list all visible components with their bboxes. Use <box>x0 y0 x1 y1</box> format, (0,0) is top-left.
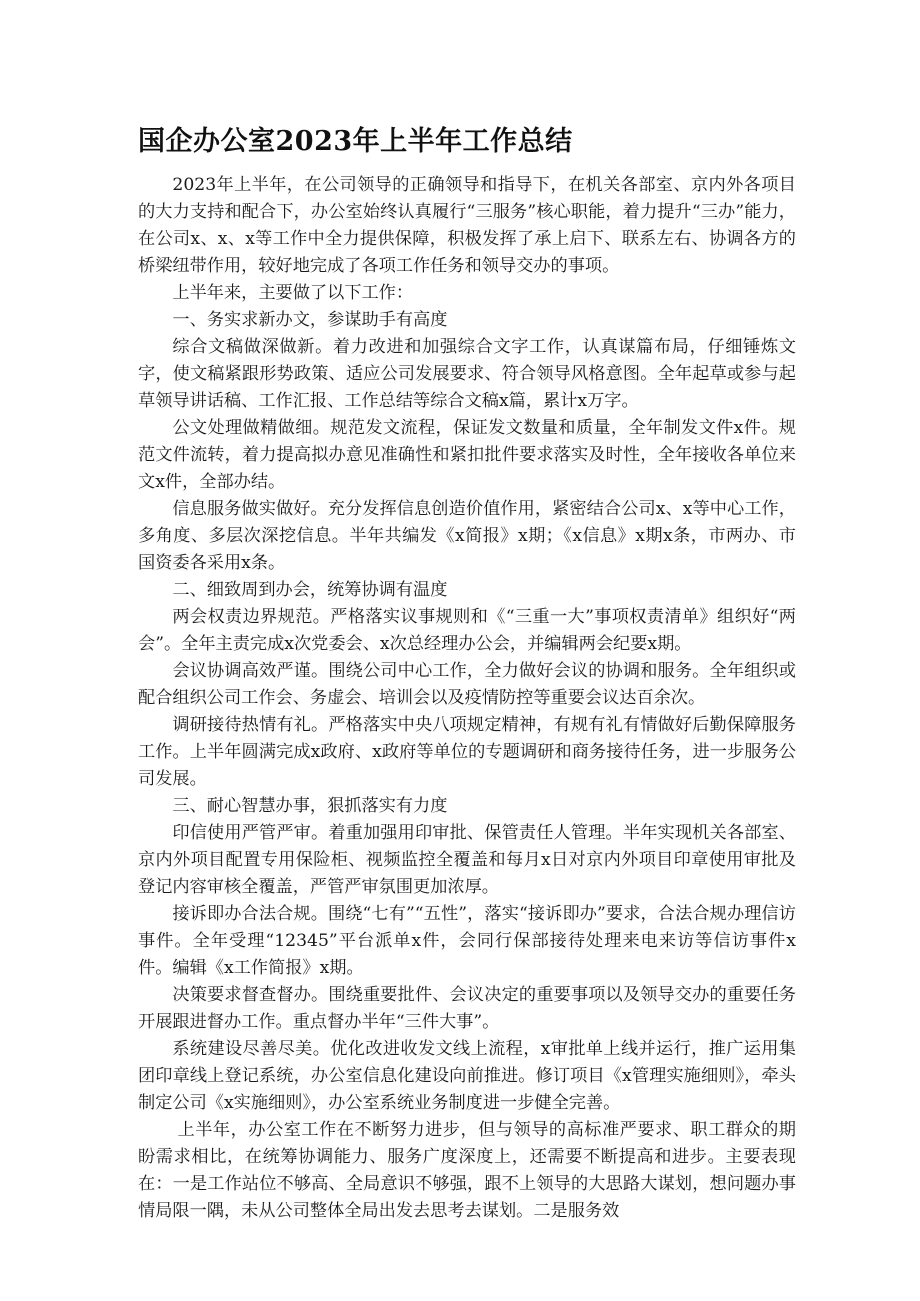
paragraph: 调研接待热情有礼。严格落实中央八项规定精神，有规有礼有情做好后勤保障服务工作。上半年圆满完成x政府、x政府等单位的专题调研和商务接待任务，进一步服务公司发展。 <box>138 715 796 789</box>
document-body <box>138 172 796 1225</box>
section-heading-3: 三、耐心智慧办事，狠抓落实有力度 <box>172 796 448 816</box>
paragraph: 会议协调高效严谨。围绕公司中心工作，全力做好会议的协调和服务。全年组织或配合组织公司工作会、务虚会、培训会以及疫情防控等重要会议达百余次。 <box>138 661 796 708</box>
paragraph: 综合文稿做深做新。着力改进和加强综合文字工作，认真谋篇布局，仔细锤炼文字，使文稿紧跟形势政策、适应公司发展要求、符合领导风格意图。全年起草或参与起草领导讲话稿、工作汇报、工作总结等综合文稿x篇，累计x万字。 <box>138 337 796 411</box>
document-title: 国企办公室2023年上半年工作总结 <box>138 126 573 157</box>
paragraph: 接诉即办合法合规。围绕“七有”“五性”，落实“接诉即办”要求，合法合规办理信访事件。全年受理“12345”平台派单x件，会同行保部接待处理来电来访等信访事件x件。编辑《x工作简报》x期。 <box>138 904 796 978</box>
section-heading-1: 一、务实求新办文，参谋助手有高度 <box>172 310 448 330</box>
paragraph: 信息服务做实做好。充分发挥信息创造价值作用，紧密结合公司x、x等中心工作，多角度、多层次深挖信息。半年共编发《x简报》x期；《x信息》x期x条，市两办、市国资委各采用x条。 <box>138 499 796 573</box>
paragraph-intro: 2023年上半年，在公司领导的正确领导和指导下，在机关各部室、京内外各项目的大力支持和配合下，办公室始终认真履行“三服务”核心职能，着力提升“三办”能力，在公司x、x、x等工作中全力提供保障，积极发挥了承上启下、联系左右、协调各方的桥梁纽带作用，较好地完成了各项工作任务和领导交办的事项。 <box>138 175 796 276</box>
paragraph: 公文处理做精做细。规范发文流程，保证发文数量和质量，全年制发文件x件。规范文件流转，着力提高拟办意见准确性和紧扣批件要求落实及时性，全年接收各单位来文x件，全部办结。 <box>138 418 796 492</box>
paragraph: 印信使用严管严审。着重加强用印审批、保管责任人管理。半年实现机关各部室、京内外项目配置专用保险柜、视频监控全覆盖和每月x日对京内外项目印章使用审批及登记内容审核全覆盖，严管严审氛围更加浓厚。 <box>138 823 796 897</box>
section-heading-2: 二、细致周到办会，统筹协调有温度 <box>172 580 448 600</box>
paragraph-summary: 上半年，办公室工作在不断努力进步，但与领导的高标准严要求、职工群众的期盼需求相比，在统筹协调能力、服务广度深度上，还需要不断提高和进步。主要表现在：一是工作站位不够高、全局意识不够强，跟不上领导的大思路大谋划，想问题办事情局限一隅，未从公司整体全局出发去思考去谋划。二是服务效 <box>138 1120 796 1221</box>
paragraph: 决策要求督查督办。围绕重要批件、会议决定的重要事项以及领导交办的重要任务开展跟进督办工作。重点督办半年“三件大事”。 <box>138 985 796 1032</box>
paragraph-overview: 上半年来，主要做了以下工作： <box>172 283 414 303</box>
paragraph: 系统建设尽善尽美。优化改进收发文线上流程，x审批单上线并运行，推广运用集团印章线上登记系统，办公室信息化建设向前推进。修订项目《x管理实施细则》，牵头制定公司《x实施细则》，办公室系统业务制度进一步健全完善。 <box>138 1039 796 1113</box>
paragraph: 两会权责边界规范。严格落实议事规则和《“三重一大”事项权责清单》组织好“两会”。全年主责完成x次党委会、x次总经理办公会，并编辑两会纪要x期。 <box>138 607 796 654</box>
